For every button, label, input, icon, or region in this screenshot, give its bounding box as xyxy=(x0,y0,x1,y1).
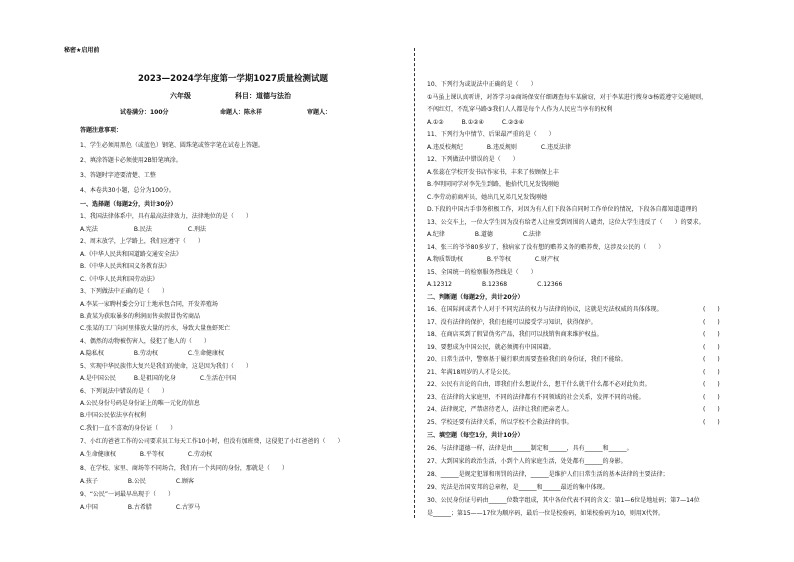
section2-heading: 二、判断题（每题2分，共计20分） xyxy=(427,294,524,301)
question-options: A.隐私权 B.劳动权 C.生命健康权 xyxy=(80,350,225,357)
question-option: A.①② B.①②④ C.②③④ xyxy=(427,119,525,126)
judge-item: 18、在商店买到了假冒伪劣产品，我们可以找销售商来维护权益。 xyxy=(427,331,603,338)
answer-bracket[interactable]: ( ) xyxy=(703,319,720,326)
grade-label: 六年级 xyxy=(170,92,191,100)
setter-label: 命题人：陈永祥 xyxy=(220,109,263,116)
note-item: 4、本卷共30小题，总分为100分。 xyxy=(80,187,175,194)
question-stem: 4、偶然的动物被伤害人，侵犯了他人的（ ） xyxy=(80,338,210,345)
question-options: A.纪律 B.道德 C.法律 xyxy=(427,231,542,238)
question-stem: 12、下列做法中错误的是（ ） xyxy=(427,156,519,163)
question-option: B.中国公民依法享有权利 xyxy=(80,412,147,419)
judge-item: 20、日常生活中，警察基于履行职责需要查验我们的身份证，我们不能给。 xyxy=(427,356,627,363)
question-stem: 5、实现中华民族伟大复兴是我们的使命，这是因为我们（ ） xyxy=(80,363,252,370)
answer-bracket[interactable]: ( ) xyxy=(703,306,720,313)
answer-bracket[interactable]: ( ) xyxy=(703,394,720,401)
question-option: A.张蕊在学校开发书店作家书，丰来了按顾保上丰 xyxy=(427,169,559,176)
question-options: A.生命健康权 B.平等权 C.劳动权 xyxy=(80,451,213,458)
question-options: A.孩子 B.公民 C.顾客 xyxy=(80,478,195,485)
question-stem: 10、下列行为或说法中正确的是（ ） xyxy=(427,81,537,88)
fill-item: 28、______是规定犯罪和刑罚的法律，______是维护人们日常生活的基本法律的主要法律； xyxy=(427,471,669,478)
fill-item: 27、大到国家的政治生活，小到个人的家庭生活，处处都有______的身影。 xyxy=(427,458,627,465)
answer-bracket[interactable]: ( ) xyxy=(703,356,720,363)
question-stem: 1、我国法律体系中，具有最高法律效力，法律地位的是（ ） xyxy=(80,213,252,220)
question-options: A.物质帮助权 B.平等权 C.财产权 xyxy=(427,256,560,263)
judge-item: 17、没有法律的保护，我们也能可以接受学习知识，获得保护。 xyxy=(427,319,597,326)
judge-item: 19、要想成为中国公民，就必须拥有中国国籍。 xyxy=(427,344,555,351)
question-option: A.《中华人民共和国道路交通安全法》 xyxy=(80,251,182,258)
score-label: 试卷满分：100分 xyxy=(120,109,169,116)
question-stem: 15、全国统一的检察服务热线是（ ） xyxy=(427,269,537,276)
question-stem: 14、张三的爷爷80多岁了，独病家了没有想的赡养义务的赡养费，这涉及公民的（ ） xyxy=(427,244,665,251)
question-option: 不闯红灯，不乱穿马路③我们人人都是每个人作为人民应当享有的权利 xyxy=(427,106,613,113)
question-stem: 11、下列行为中情节、后果最严重的是（ ） xyxy=(427,131,555,138)
secret-label: 秘密★启用前 xyxy=(64,47,100,54)
exam-title: 2023—2024学年度第一学期1027质量检测试题 xyxy=(138,74,328,84)
question-option: A.李某一家聘村委会分订土地承包合同，开发养殖场 xyxy=(80,301,218,308)
question-stem: 3、下列做法中正确的是（ ） xyxy=(80,288,168,295)
question-option: B.黄某为获取暴多的利润而售卖假冒伪劣商品 xyxy=(80,313,201,320)
answer-bracket[interactable]: ( ) xyxy=(703,406,720,413)
column-divider xyxy=(414,48,415,518)
reviewer-label: 审题人： xyxy=(307,109,332,116)
question-stem: 13、公交车上，一位大学生因为没有给老人让座受到周围的人谴责，这位大学生违反了（ ）的要求。 xyxy=(427,219,705,226)
question-stem: 2、周末放学，上学路上，我们应遵守（ ） xyxy=(80,238,204,245)
judge-item: 25、学校还要有法律关系，所以学校不会救法律的事。 xyxy=(427,419,573,426)
section3-heading: 三、填空题（每空1分，共计10分） xyxy=(427,432,524,439)
question-option: B.李明同同学对李先生到路，他拾代几兄发钱刚她 xyxy=(427,181,560,188)
fill-item: 26、与法律道德一样，法律是由______制定和______，具有______和______。 xyxy=(427,445,633,452)
question-options: A.12312 B.12368 C.12366 xyxy=(427,281,563,288)
question-options: A.违反校规纪 B.违反规则 C.违反法律 xyxy=(427,144,572,151)
question-options: A.宪法 B.民法 C.刑法 xyxy=(80,226,207,233)
fill-item: 29、宪法是治国安邦的总章程，是______和______最近的集中体现。 xyxy=(427,484,609,491)
answer-bracket[interactable]: ( ) xyxy=(703,419,720,426)
subject-label: 科目：道德与法治 xyxy=(235,92,291,100)
fill-item: 是______；第15——17位为顺序码，最后一位是校验码，如果校验码为10，则用X代替。 xyxy=(427,510,665,517)
question-option: C.我们一直不喜欢的身份证（ ） xyxy=(80,425,177,432)
question-option: ①马虽上课认真听讲，对答学习②商场保安仔细调查每车某偷窃，对于李某进行搜身③杨霞遵守交通规则， xyxy=(427,94,708,101)
answer-bracket[interactable]: ( ) xyxy=(703,381,720,388)
note-item: 2、填涂答题卡必须使用2B铅笔填涂。 xyxy=(80,157,182,164)
notes-heading: 答题注意事项： xyxy=(80,127,123,134)
question-option: B.《中华人民共和国义务教育法》 xyxy=(80,263,171,270)
judge-item: 24、法律规定，严禁虐待老人，法律让我们把亲老人。 xyxy=(427,406,573,413)
question-stem: 9、“公民”一词最早出现于（ ） xyxy=(80,491,175,498)
question-stem: 6、下列说法中错误的是（ ） xyxy=(80,388,168,395)
question-stem: 8、在学校、家里、商场等不同场合，我们有一个共同的身份，那就是（ ） xyxy=(80,465,288,472)
question-options: A.是中国公民 B.是祖国的化身 C.生活在中国 xyxy=(80,375,237,382)
question-option: C.李劳动前商库员，她出几兄弟几兄发钱刚她 xyxy=(427,194,548,201)
judge-item: 22、公民有言论的自由，即我们什么想说什么，想干什么就干什么都不必对此负责。 xyxy=(427,381,651,388)
answer-bracket[interactable]: ( ) xyxy=(703,369,720,376)
question-option: C.《中华人民共和国劳动法》 xyxy=(80,276,159,283)
judge-item: 23、在法律的大家庭里，不同的法律都有不同领域的社会关系，发挥不同的功能。 xyxy=(427,394,645,401)
fill-item: 30、公民身份证号码由______位数字组成，其中各位代表不同的含义：第1—6位是地址码；第7—14位 xyxy=(427,497,700,504)
question-option: C.张某的工厂向河里排放大量的污水，导致大量鱼虾死亡 xyxy=(80,325,231,332)
question-stem: 7、小红的爸爸工作的公司要求员工每天工作10小时，但没有加班费，这侵犯了小红爸爸的（ ） xyxy=(80,438,344,445)
note-item: 1、学生必须用黑色（或蓝色）钢笔、圆珠笔或签字笔在试卷上答题。 xyxy=(80,142,264,149)
judge-item: 16、在国际间或者个人对于不同宪法的权力与法律的协议，这就是宪法权威的具体体现。 xyxy=(427,306,663,313)
answer-bracket[interactable]: ( ) xyxy=(703,344,720,351)
judge-item: 21、年满18周岁的人才是公民。 xyxy=(427,369,515,376)
section1-heading: 一、选择题（每题2分，共计30分） xyxy=(80,201,177,208)
note-item: 3、答题时字迹要清楚、工整 xyxy=(80,172,156,179)
question-options: A.中国 B.古希腊 C.古罗马 xyxy=(80,504,201,511)
question-option: D.下段的中国古手事务积极工作，对因为有人们下段各自同时工作单位的情况，下段各自都知道道理的 xyxy=(427,206,698,213)
answer-bracket[interactable]: ( ) xyxy=(703,331,720,338)
question-option: A.公民身份号码是身份证上的唯一元化的信息 xyxy=(80,400,200,407)
